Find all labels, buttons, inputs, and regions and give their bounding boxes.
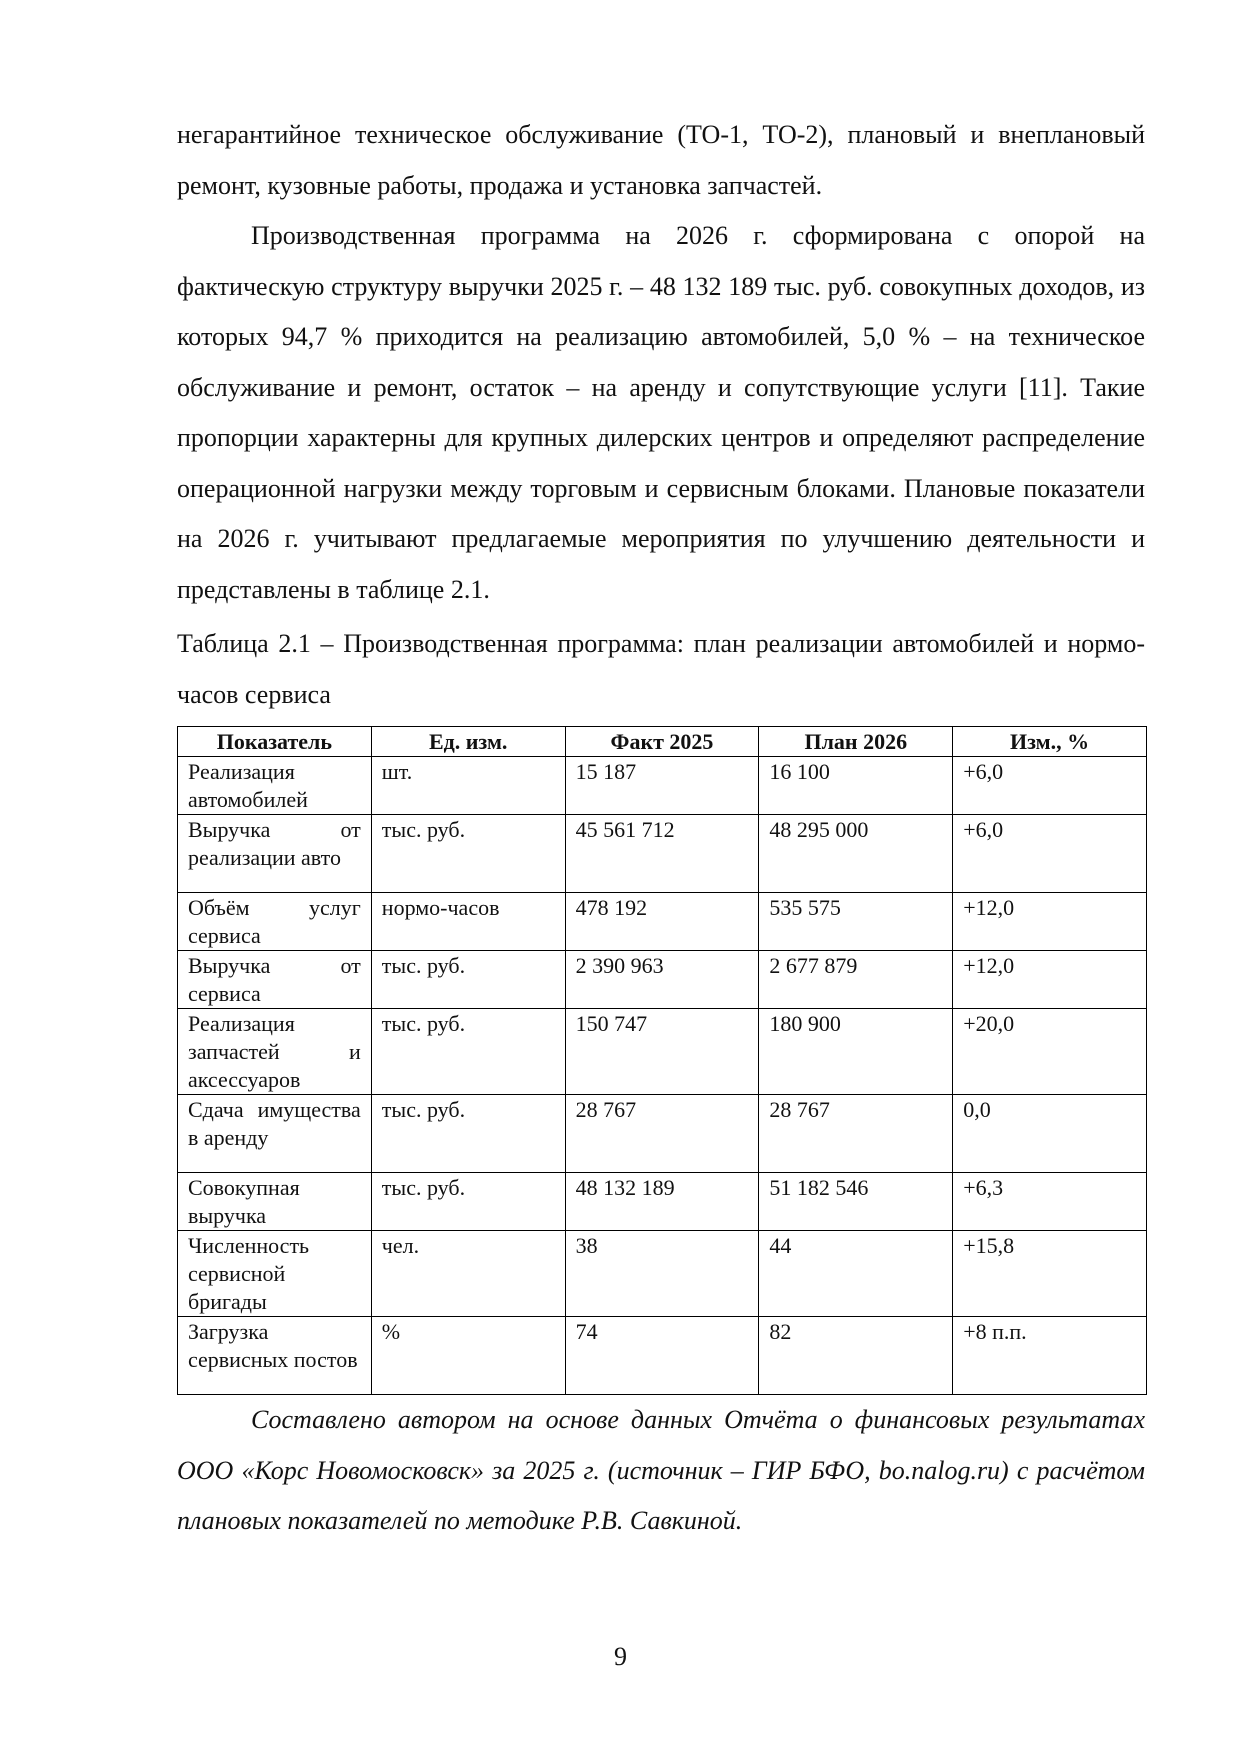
cell-fact: 478 192 [565,893,759,951]
cell-change: +12,0 [953,951,1147,1009]
cell-fact: 15 187 [565,757,759,815]
table-header-row [178,727,1147,757]
cell-change: 0,0 [953,1095,1147,1173]
cell-unit: нормо-часов [371,893,565,951]
cell-plan: 51 182 546 [759,1173,953,1231]
cell-plan: 16 100 [759,757,953,815]
cell-unit: шт. [371,757,565,815]
table-row [178,815,1147,893]
cell-change: +6,0 [953,757,1147,815]
cell-fact: 74 [565,1317,759,1395]
header-indicator: Показатель [178,727,372,757]
cell-change: +20,0 [953,1009,1147,1095]
cell-indicator: Объём услуг сервиса [178,893,372,951]
cell-indicator: Сдача имущества в аренду [178,1095,372,1173]
page-number: 9 [614,1642,627,1671]
cell-plan: 44 [759,1231,953,1317]
cell-fact: 45 561 712 [565,815,759,893]
cell-change: +6,3 [953,1173,1147,1231]
cell-change: +12,0 [953,893,1147,951]
cell-plan: 28 767 [759,1095,953,1173]
cell-fact: 28 767 [565,1095,759,1173]
cell-fact: 2 390 963 [565,951,759,1009]
cell-change: +8 п.п. [953,1317,1147,1395]
table-row [178,1317,1147,1395]
table-row [178,893,1147,951]
header-plan-2026: План 2026 [759,727,953,757]
cell-unit: тыс. руб. [371,1173,565,1231]
cell-indicator: Численность сервисной бригады [178,1231,372,1317]
cell-plan: 535 575 [759,893,953,951]
header-change-percent: Изм., % [953,727,1147,757]
cell-plan: 82 [759,1317,953,1395]
production-program-table [177,726,1147,1395]
cell-indicator: Совокупная выручка [178,1173,372,1231]
paragraph-continuation: негарантийное техническое обслуживание (ТО-1, ТО-2), плановый и внеплановый ремонт, кузовные работы, продажа и установка запчастей. [177,120,1145,200]
cell-indicator: Реализация автомобилей [178,757,372,815]
table-row [178,1173,1147,1231]
cell-unit: тыс. руб. [371,1009,565,1095]
header-unit: Ед. изм. [371,727,565,757]
header-fact-2025: Факт 2025 [565,727,759,757]
cell-indicator: Загрузка сервисных постов [178,1317,372,1395]
table-source-note: Составлено автором на основе данных Отчёта о финансовых результатах ООО «Корс Новомосковск» за 2025 г. (источник – ГИР БФО, bo.nalog.ru) с расчётом плановых показателей по методике Р.В. Савкиной. [177,1405,1145,1535]
cell-unit: тыс. руб. [371,1095,565,1173]
cell-unit: % [371,1317,565,1395]
cell-indicator: Реализация запчастей и аксессуаров [178,1009,372,1095]
paragraph-production-program: Производственная программа на 2026 г. сформирована с опорой на фактическую структуру выручки 2025 г. – 48 132 189 тыс. руб. совокупных доходов, из которых 94,7 % приходится на реализацию автомобилей, 5,0 % – на техническое обслуживание и ремонт, остаток – на аренду и сопутствующие услуги [11]. Такие пропорции характерны для крупных дилерских центров и определяют распределение операционной нагрузки между торговым и сервисным блоками. Плановые показатели на 2026 г. учитывают предлагаемые мероприятия по улучшению деятельности и представлены в таблице 2.1. [177,221,1145,604]
table-row [178,1095,1147,1173]
cell-indicator: Выручка от реализации авто [178,815,372,893]
cell-plan: 2 677 879 [759,951,953,1009]
table-row [178,951,1147,1009]
cell-fact: 48 132 189 [565,1173,759,1231]
cell-change: +15,8 [953,1231,1147,1317]
cell-fact: 38 [565,1231,759,1317]
cell-plan: 180 900 [759,1009,953,1095]
table-row [178,1231,1147,1317]
cell-plan: 48 295 000 [759,815,953,893]
cell-unit: тыс. руб. [371,815,565,893]
cell-change: +6,0 [953,815,1147,893]
cell-fact: 150 747 [565,1009,759,1095]
cell-unit: тыс. руб. [371,951,565,1009]
cell-indicator: Выручка от сервиса [178,951,372,1009]
table-row [178,757,1147,815]
table-caption: Таблица 2.1 – Производственная программа: план реализации автомобилей и нормо-часов сервиса [177,629,1145,709]
page-body [177,110,1145,1547]
table-row [178,1009,1147,1095]
cell-unit: чел. [371,1231,565,1317]
